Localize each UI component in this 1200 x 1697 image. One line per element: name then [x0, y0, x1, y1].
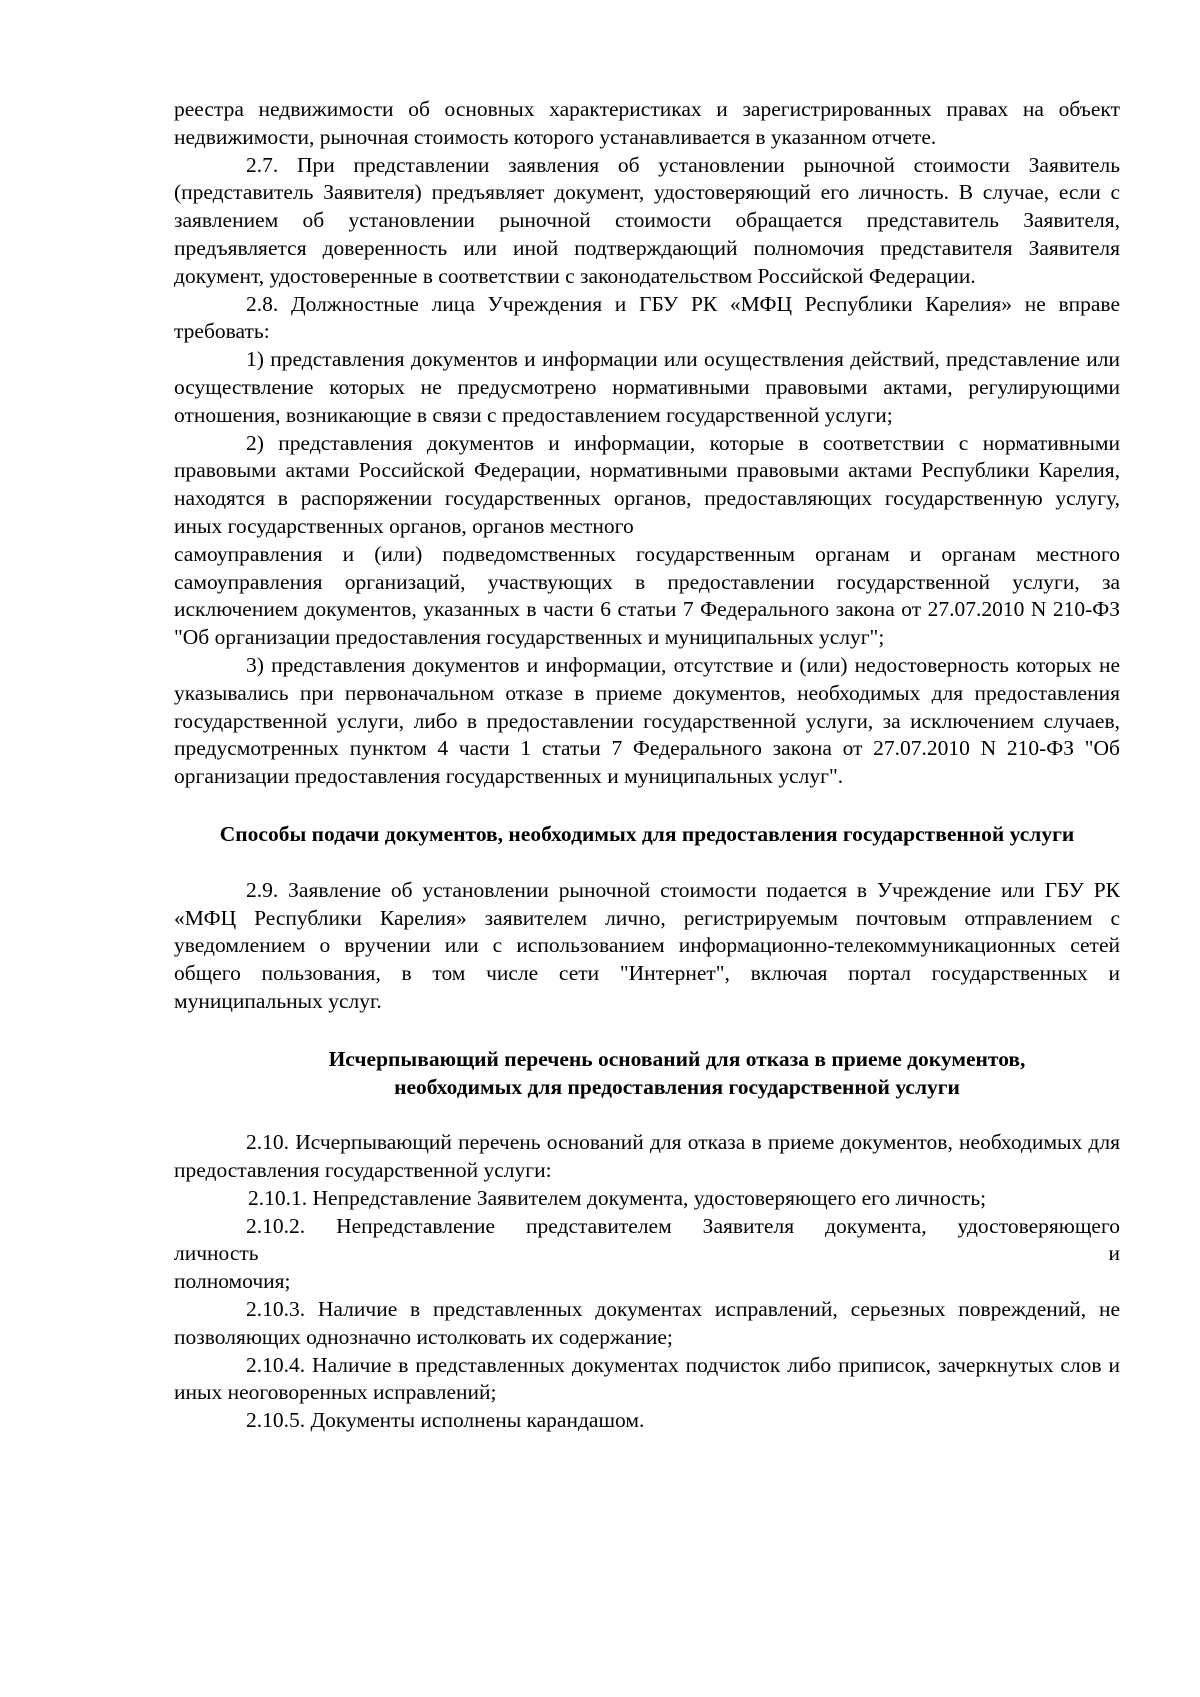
paragraph-2-8: 2.8. Должностные лица Учреждения и ГБУ РК «МФЦ Республики Карелия» не вправе требовать: — [174, 291, 1120, 344]
paragraph-2-8-item-3: 3) представления документов и информации, отсутствие и (или) недостоверность которых не указывались при первоначальном отказе в приеме документов, необходимых для предоставления государственной услуги, либо в предоставлении государственной услуги, за исключением случаев, предусмотренных пунктом 4 части 1 статьи 7 Федерального закона от 27.07.2010 N 210-ФЗ "Об организации предоставления государственных и муниципальных услуг". — [174, 652, 1120, 789]
paragraph-2-10-1: 2.10.1. Непредставление Заявителем документа, удостоверяющего его личность; — [248, 1185, 987, 1210]
section-heading-refusal-grounds-line-1: Исчерпывающий перечень оснований для отказа в приеме документов, — [328, 1046, 1026, 1071]
spacer — [174, 1101, 1120, 1129]
paragraph-2-8-item-1: 1) представления документов и информации или осуществления действий, представление или осуществление которых не предусмотрено нормативными правовыми актами, регулирующими отношения, возникающие в связи с предоставлением государственной услуги; — [174, 347, 1120, 427]
document-page — [174, 96, 1120, 1435]
paragraph-2-10: 2.10. Исчерпывающий перечень оснований для отказа в приеме документов, необходимых для предоставления государственной услуги: — [174, 1130, 1120, 1183]
paragraph-2-8-item-2: 2) представления документов и информации, которые в соответствии с нормативными правовыми актами Российской Федерации, нормативными правовыми актами Республики Карелия, находятся в распоряжении государственных органов, предоставляющих государственную услугу, иных государственных органов, органов местного — [174, 430, 1120, 538]
spacer — [174, 791, 1120, 821]
paragraph-2-8-item-2-continued: самоуправления и (или) подведомственных государственным органам и органам местного самоуправления организаций, участвующих в предоставлении государственной услуги, за исключением документов, указанных в части 6 статьи 7 Федерального закона от 27.07.2010 N 210-ФЗ "Об организации предоставления государственных и муниципальных услуг"; — [174, 541, 1120, 650]
paragraph-2-10-2-word-right: и — [1108, 1241, 1120, 1266]
spacer — [174, 1016, 1120, 1046]
paragraph-2-10-4: 2.10.4. Наличие в представленных документах подчисток либо приписок, зачеркнутых слов и иных неоговоренных исправлений; — [174, 1352, 1120, 1405]
paragraph-2-10-2-word-left: личность — [174, 1241, 259, 1266]
paragraph-2-10-3: 2.10.3. Наличие в представленных документах исправлений, серьезных повреждений, не позволяющих однозначно истолковать их содержание; — [174, 1297, 1120, 1349]
paragraph-2-10-2-line-1: 2.10.2. Непредставление представителем Заявителя документа, удостоверяющего — [246, 1213, 1120, 1238]
paragraph-2-10-2-line-2 — [174, 1240, 1120, 1268]
paragraph-registry-continuation: реестра недвижимости об основных характеристиках и зарегистрированных правах на объект недвижимости, рыночная стоимость которого устанавливается в указанном отчете. — [174, 97, 1120, 149]
paragraph-2-7: 2.7. При представлении заявления об установлении рыночной стоимости Заявитель (представитель Заявителя) предъявляет документ, удостоверяющий его личность. В случае, если с заявлением об установлении рыночной стоимости обращается представитель Заявителя, предъявляется доверенность или иной подтверждающий полномочия представителя Заявителя документ, удостоверенные в соответствии с законодательством Российской Федерации. — [174, 152, 1120, 288]
section-heading-refusal-grounds-line-2: необходимых для предоставления государственной услуги — [394, 1074, 960, 1099]
paragraph-2-10-2-line-3: полномочия; — [174, 1269, 291, 1294]
paragraph-2-9: 2.9. Заявление об установлении рыночной стоимости подается в Учреждение или ГБУ РК «МФЦ Республики Карелия» заявителем лично, регистрируемым почтовым отправлением с уведомлением о вручении или с использованием информационно-телекоммуникационных сетей общего пользования, в том числе сети "Интернет", включая портал государственных и муниципальных услуг. — [174, 877, 1120, 1013]
spacer — [174, 849, 1120, 877]
paragraph-2-10-5: 2.10.5. Документы исполнены карандашом. — [246, 1408, 645, 1433]
section-heading-submission-methods: Способы подачи документов, необходимых для предоставления государственной услуги — [219, 821, 1075, 846]
